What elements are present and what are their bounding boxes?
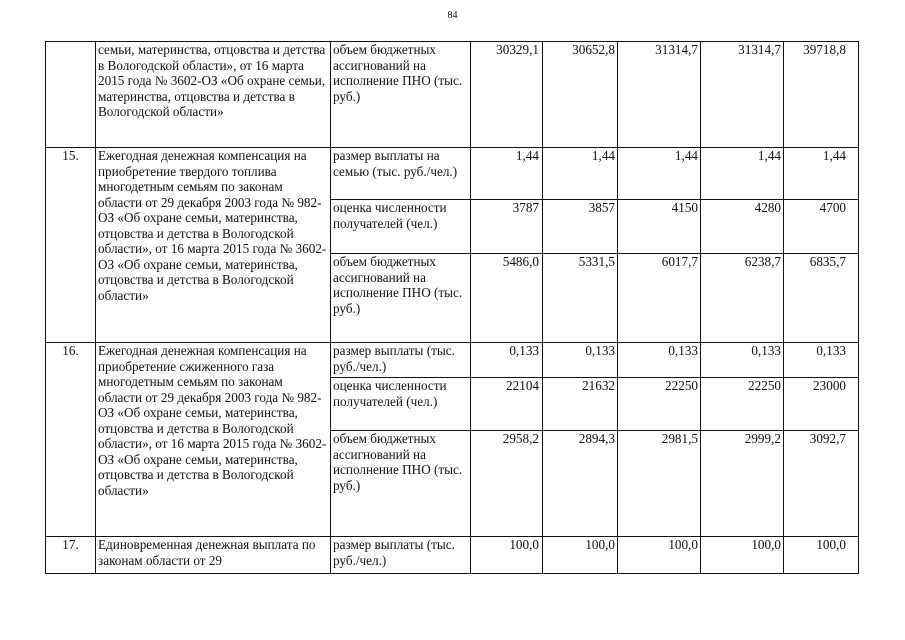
measure-name: Ежегодная денежная компенсация на приобретение сжиженного газа многодетным семьям по законам области от 29 декабря 2003 года № 982-ОЗ «Об охране семьи, материнства, отцовства и детства в Вологодской области», от 16 марта 2015 года № 3602-ОЗ «Об охране семьи, материнства, отцовства и детства в Вологодской области» [96,343,331,537]
page-number: 84 [447,10,458,21]
table-row [46,537,859,574]
value-cell: 2894,3 [543,431,618,537]
row-number: 16. [46,343,96,537]
measure-name: Ежегодная денежная компенсация на приобретение твердого топлива многодетным семьям по законам области от 29 декабря 2003 года № 982-ОЗ «Об охране семьи, материнства, отцовства и детства в Вологодской области», от 16 марта 2015 года № 3602-ОЗ «Об охране семьи, материнства, отцовства и детства в Вологодской области» [96,148,331,343]
value-cell: 30652,8 [543,42,618,148]
value-cell: 22104 [471,378,543,431]
value-cell: 22250 [701,378,784,431]
value-cell: 5486,0 [471,254,543,343]
value-cell: 5331,5 [543,254,618,343]
value-cell: 4700 [784,200,859,254]
row-number: 15. [46,148,96,343]
value-cell: 100,0 [784,537,859,574]
value-cell: 100,0 [618,537,701,574]
table-body [46,42,859,574]
value-cell: 2999,2 [701,431,784,537]
value-cell: 23000 [784,378,859,431]
value-cell: 1,44 [618,148,701,200]
value-cell: 1,44 [543,148,618,200]
table-row [46,148,859,200]
value-cell: 2981,5 [618,431,701,537]
indicator-label: объем бюджетных ассигнований на исполнение ПНО (тыс. руб.) [331,254,471,343]
value-cell: 39718,8 [784,42,859,148]
indicator-label: размер выплаты на семью (тыс. руб./чел.) [331,148,471,200]
value-cell: 22250 [618,378,701,431]
value-cell: 100,0 [471,537,543,574]
value-cell: 6017,7 [618,254,701,343]
indicator-label: объем бюджетных ассигнований на исполнение ПНО (тыс. руб.) [331,431,471,537]
indicator-label: оценка численности получателей (чел.) [331,200,471,254]
indicator-label: оценка численности получателей (чел.) [331,378,471,431]
value-cell: 0,133 [701,343,784,378]
value-cell: 0,133 [784,343,859,378]
value-cell: 3092,7 [784,431,859,537]
indicator-label: размер выплаты (тыс. руб./чел.) [331,343,471,378]
value-cell: 2958,2 [471,431,543,537]
indicator-label: размер выплаты (тыс. руб./чел.) [331,537,471,574]
table-row [46,343,859,378]
value-cell: 3787 [471,200,543,254]
value-cell: 30329,1 [471,42,543,148]
value-cell: 31314,7 [618,42,701,148]
value-cell: 1,44 [471,148,543,200]
value-cell: 3857 [543,200,618,254]
value-cell: 100,0 [701,537,784,574]
row-number: 17. [46,537,96,574]
programs-table [45,41,859,574]
value-cell: 4150 [618,200,701,254]
value-cell: 0,133 [543,343,618,378]
value-cell: 6835,7 [784,254,859,343]
table-row [46,42,859,148]
value-cell: 6238,7 [701,254,784,343]
indicator-label: объем бюджетных ассигнований на исполнение ПНО (тыс. руб.) [331,42,471,148]
value-cell: 0,133 [618,343,701,378]
value-cell: 1,44 [701,148,784,200]
value-cell: 31314,7 [701,42,784,148]
measure-name: Единовременная денежная выплата по законам области от 29 [96,537,331,574]
value-cell: 1,44 [784,148,859,200]
value-cell: 4280 [701,200,784,254]
value-cell: 0,133 [471,343,543,378]
value-cell: 100,0 [543,537,618,574]
value-cell: 21632 [543,378,618,431]
measure-name: семьи, материнства, отцовства и детства в Вологодской области», от 16 марта 2015 года № 3602-ОЗ «Об охране семьи, материнства, отцовства и детства в Вологодской области» [96,42,331,148]
row-number [46,42,96,148]
